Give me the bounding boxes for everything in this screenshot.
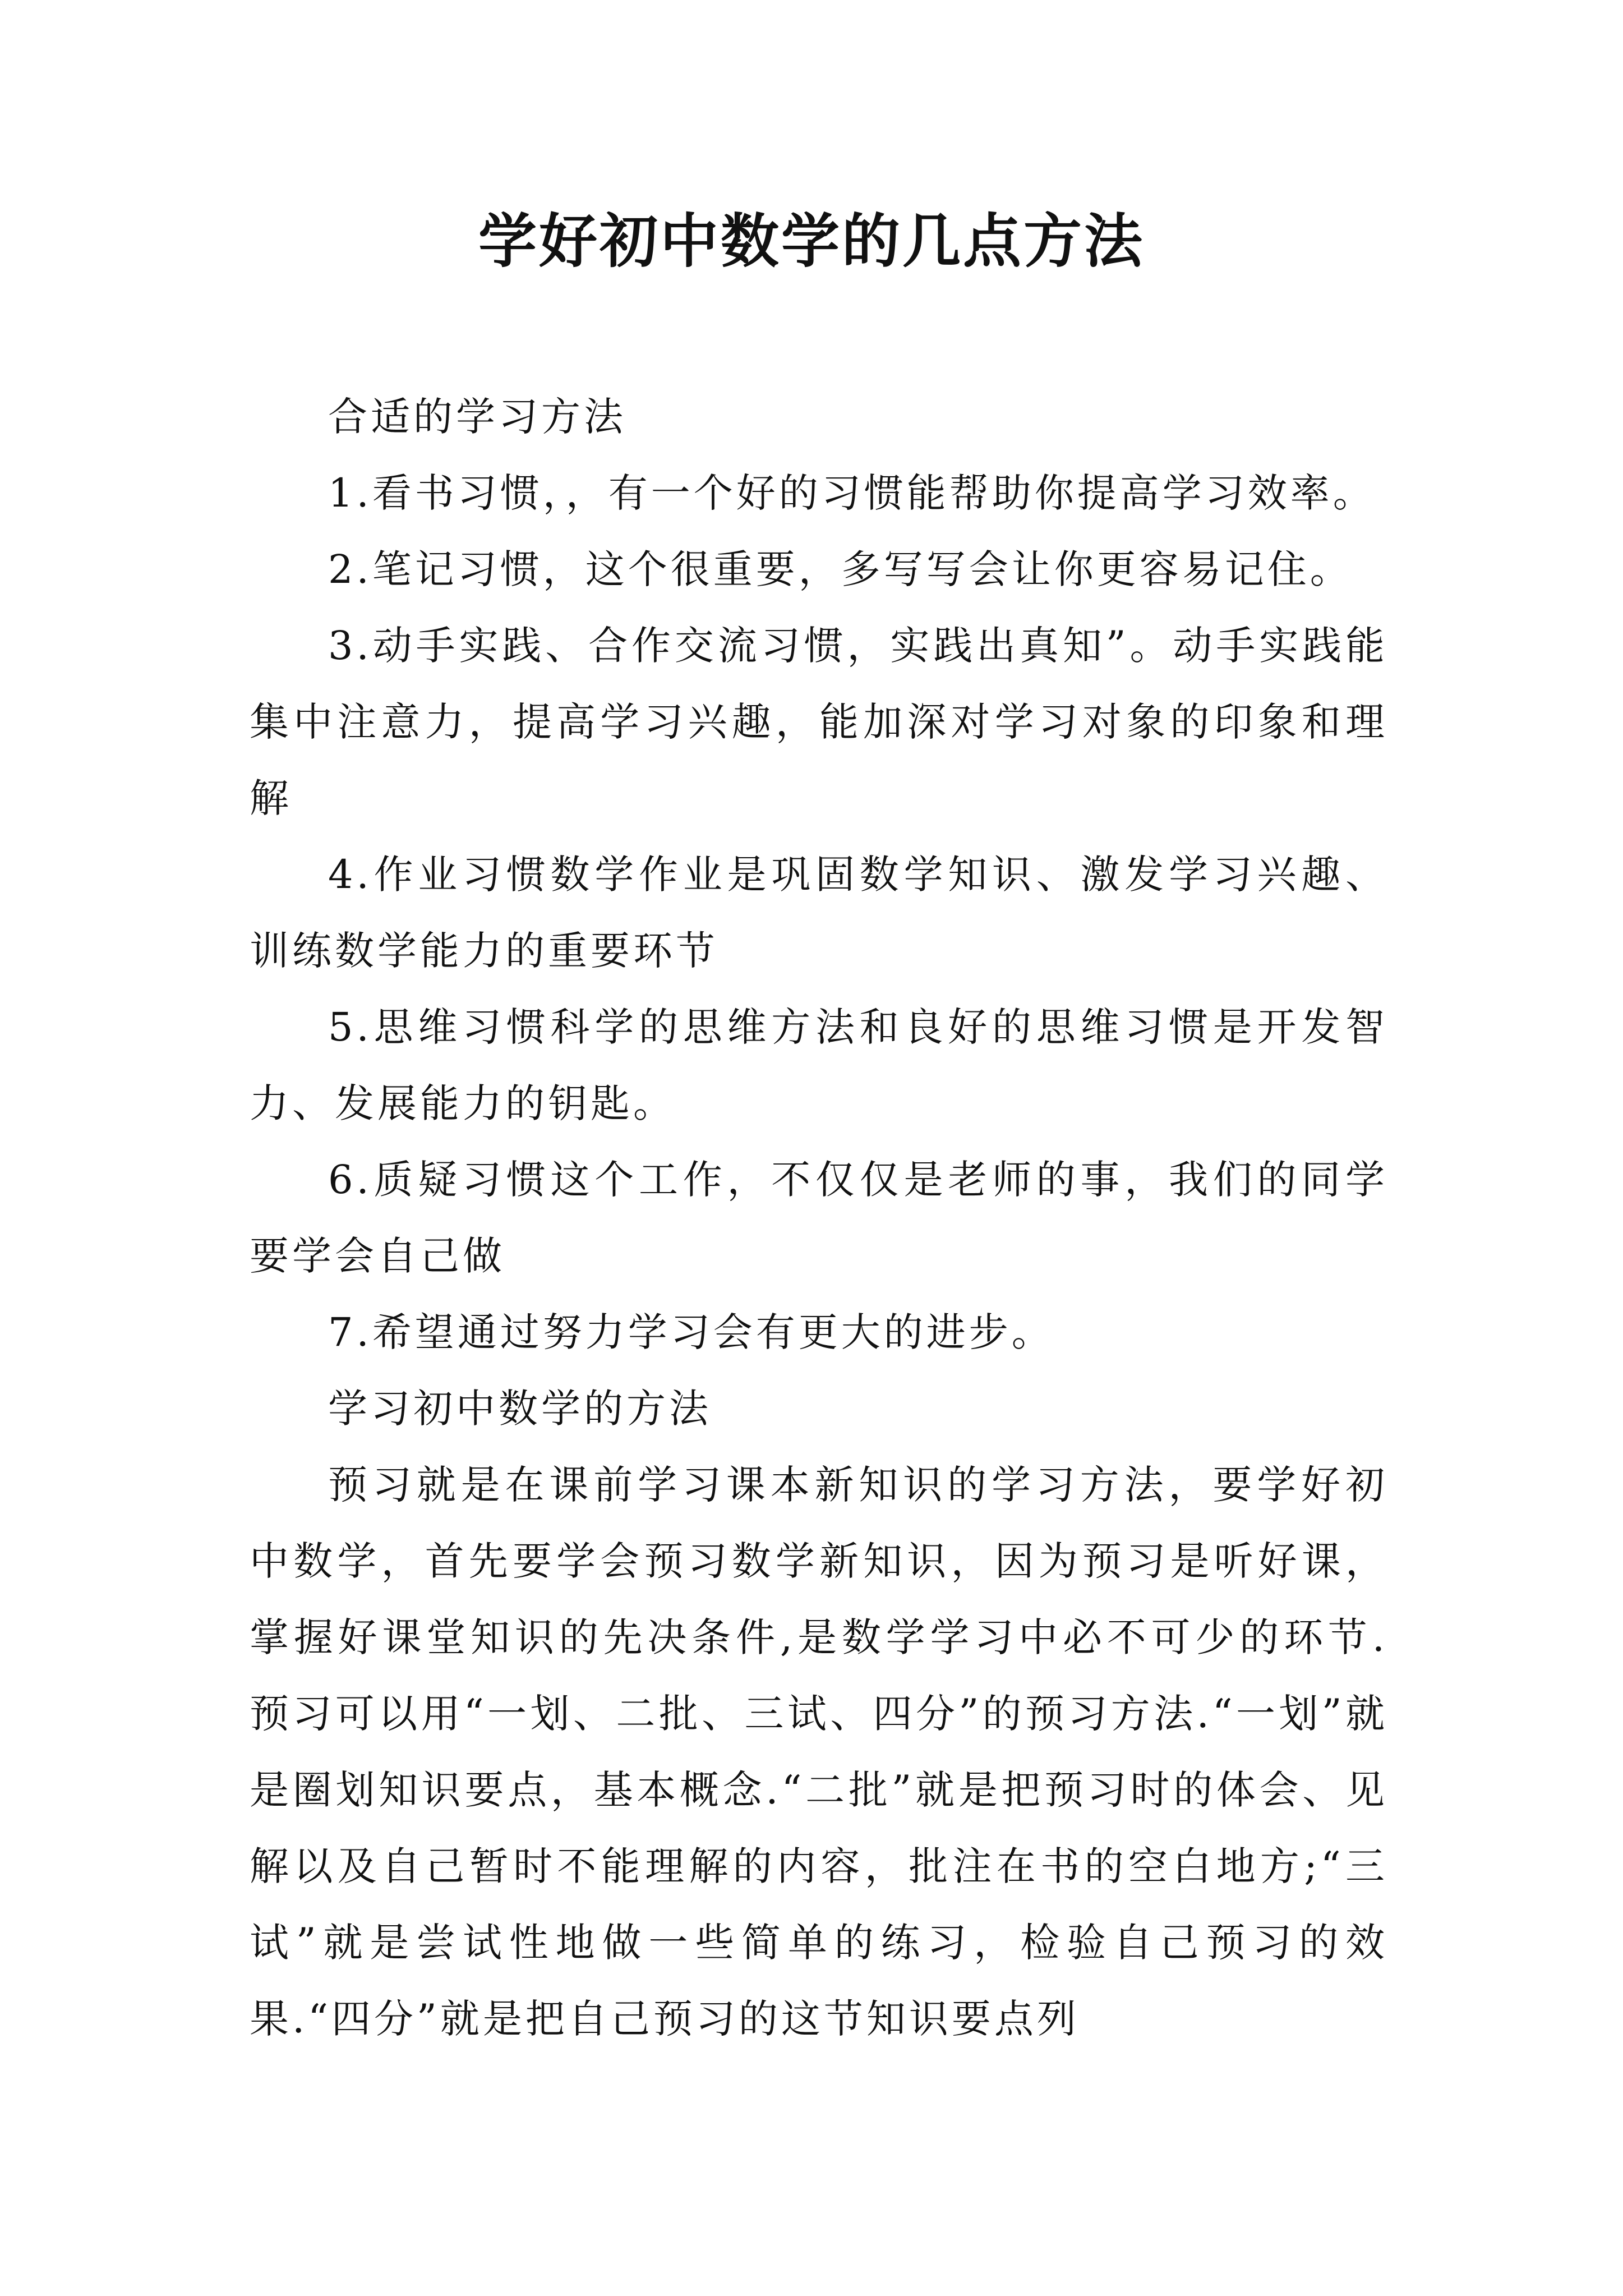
list-item-reading-habit: 1.看书习惯，，有一个好的习惯能帮助你提高学习效率。 (328, 470, 1376, 516)
list-item-questioning-habit: 6.质疑习惯这个工作，不仅仅是老师的事，我们的同学要学会自己做 (250, 1157, 1388, 1279)
paragraph-preview-method: 预习就是在课前学习课本新知识的学习方法，要学好初中数学，首先要学会预习数学新知识，因为预习是听好课，掌握好课堂知识的先决条件,是数学学习中必不可少的环节.预习可以用“一划、二批、三试、四分”的预习方法.“一划”就是圈划知识要点，基本概念.“二批”就是把预习时的体会、见解以及自己暂时不能理解的内容，批注在书的空白地方;“三试”就是尝试性地做一些简单的练习，检验自己预习的效果.“四分”就是把自己预习的这节知识要点列 (250, 1462, 1388, 2042)
section-heading-junior-math: 学习初中数学的方法 (328, 1386, 712, 1432)
list-item-thinking-habit: 5.思维习惯科学的思维方法和良好的思维习惯是开发智力、发展能力的钥匙。 (250, 1004, 1388, 1126)
list-item-homework-habit: 4.作业习惯数学作业是巩固数学知识、激发学习兴趣、训练数学能力的重要环节 (250, 852, 1388, 974)
list-item-progress: 7.希望通过努力学习会有更大的进步。 (328, 1309, 1054, 1355)
list-item-practice-habit: 3.动手实践、合作交流习惯，实践出真知”。动手实践能集中注意力，提高学习兴趣，能加深对学习对象的印象和理解 (250, 623, 1388, 821)
document-title: 学好初中数学的几点方法 (478, 206, 1145, 275)
list-item-note-habit: 2.笔记习惯，这个很重要，多写写会让你更容易记住。 (328, 546, 1353, 592)
section-heading-methods: 合适的学习方法 (328, 394, 626, 440)
document-body (250, 379, 1388, 2057)
